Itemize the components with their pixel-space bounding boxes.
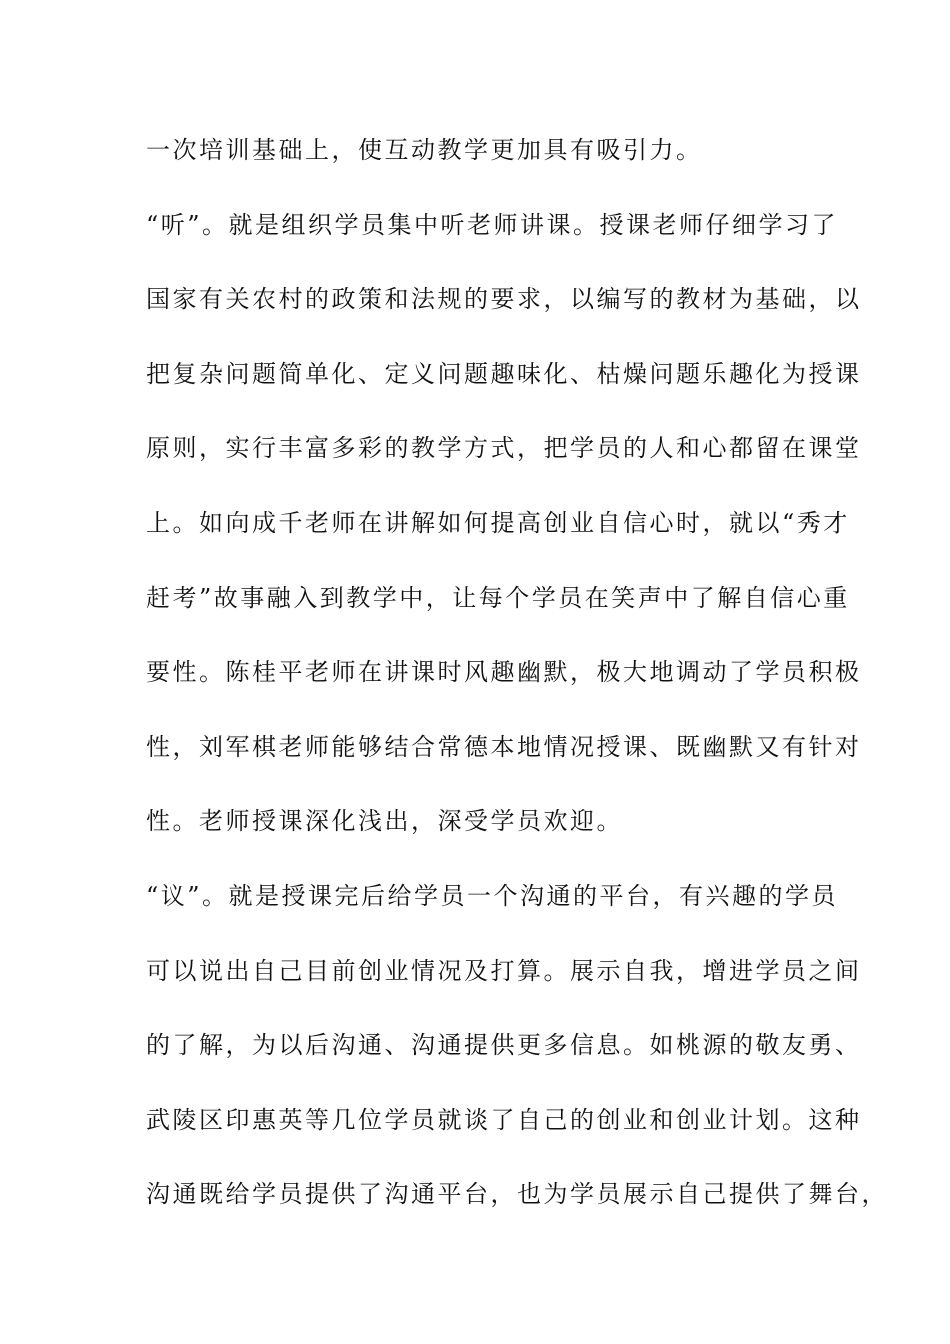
text-line: 把复杂问题简单化、定义问题趣味化、枯燥问题乐趣化为授课 [146, 359, 862, 388]
text-line: 原则，实行丰富多彩的教学方式，把学员的人和心都留在课堂 [146, 434, 862, 463]
text-line: 一次培训基础上，使互动教学更加具有吸引力。 [146, 136, 703, 164]
text-line: 赶考”故事融入到教学中，让每个学员在笑声中了解自信心重 [146, 583, 850, 612]
text-line: “听”。就是组织学员集中听老师讲课。授课老师仔细学习了 [146, 210, 839, 239]
text-line: 武陵区印惠英等几位学员就谈了自己的创业和创业计划。这种 [146, 1105, 862, 1134]
text-line: 上。如向成千老师在讲解如何提高创业自信心时，就以“秀才 [146, 508, 850, 537]
text-line: 国家有关农村的政策和法规的要求，以编写的教材为基础，以 [146, 285, 862, 314]
body-text [146, 130, 888, 1249]
text-line: “议”。就是授课完后给学员一个沟通的平台，有兴趣的学员 [146, 881, 839, 910]
text-line: 的了解，为以后沟通、沟通提供更多信息。如桃源的敬友勇、 [146, 1031, 862, 1060]
text-line: 性，刘军棋老师能够结合常德本地情况授课、既幽默又有针对 [146, 732, 862, 761]
text-line: 要性。陈桂平老师在讲课时风趣幽默，极大地调动了学员积极 [146, 658, 862, 687]
text-line: 性。老师授课深化浅出，深受学员欢迎。 [146, 807, 623, 836]
text-line: 沟通既给学员提供了沟通平台，也为学员展示自己提供了舞台， [146, 1180, 888, 1209]
text-line: 可以说出自己目前创业情况及打算。展示自我，增进学员之间 [146, 956, 862, 985]
